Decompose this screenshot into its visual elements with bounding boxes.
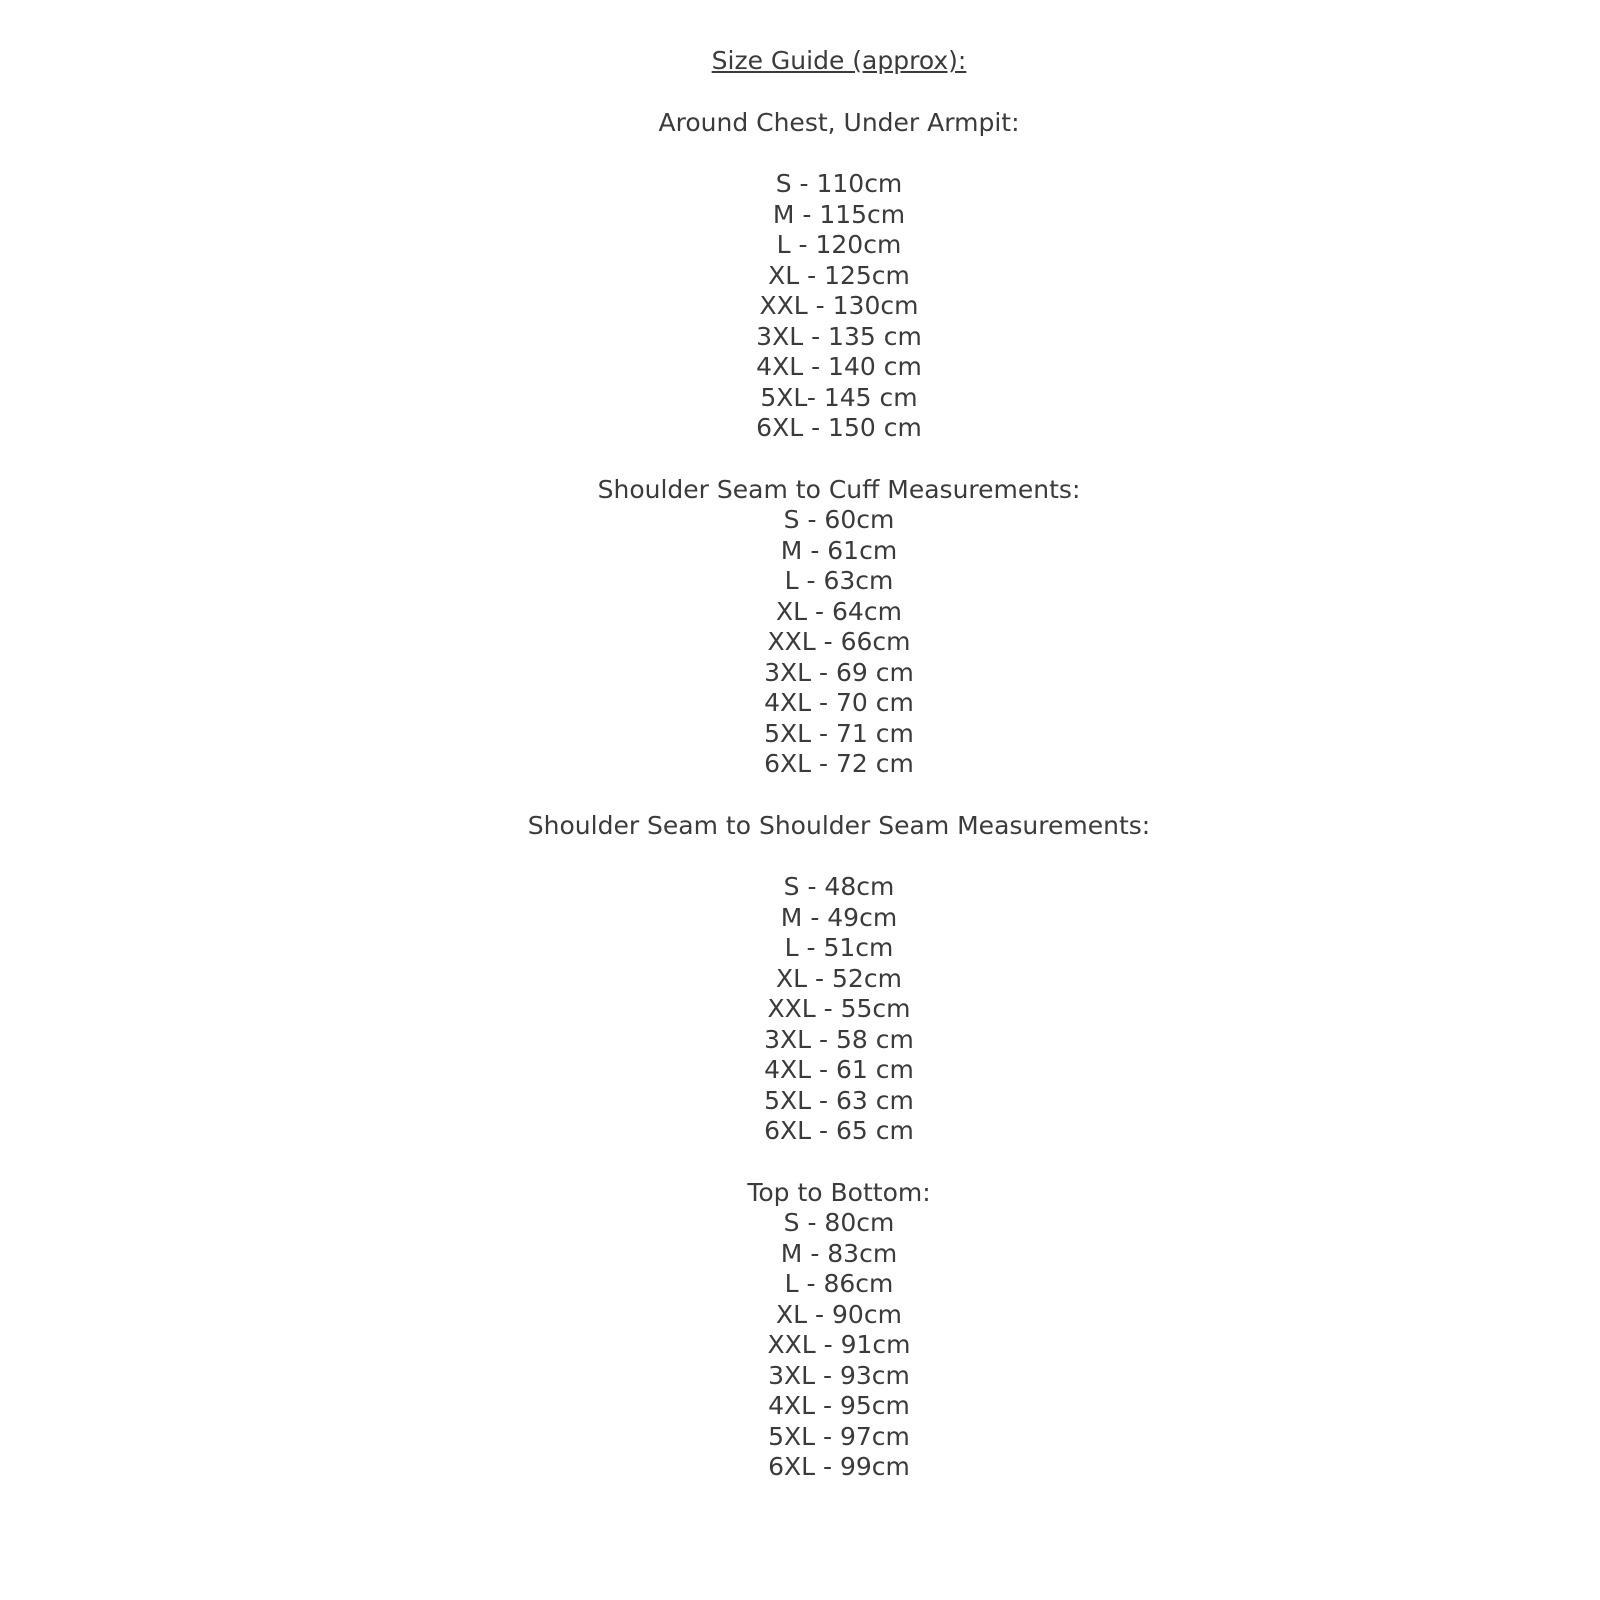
- page-title: Size Guide (approx):: [711, 46, 967, 75]
- section-heading: Top to Bottom:: [747, 1177, 931, 1207]
- size-row: S - 110cm: [775, 169, 903, 198]
- size-row: 5XL - 97cm: [768, 1421, 910, 1451]
- section-heading: Shoulder Seam to Cuff Measurements:: [597, 474, 1081, 504]
- size-list: [78, 1178, 1600, 1483]
- size-row: M - 61cm: [780, 535, 898, 565]
- size-row: S - 80cm: [783, 1208, 895, 1237]
- section-heading: Shoulder Seam to Shoulder Seam Measurements:: [527, 810, 1151, 840]
- size-row: L - 86cm: [784, 1269, 894, 1298]
- size-row: L - 120cm: [776, 230, 902, 259]
- size-row: 3XL - 135 cm: [756, 321, 922, 351]
- size-row: L - 63cm: [784, 566, 894, 595]
- size-row: 3XL - 58 cm: [764, 1024, 914, 1054]
- size-row: 4XL - 140 cm: [756, 352, 922, 381]
- size-row: XXL - 130cm: [759, 291, 919, 320]
- section-heading-line: [78, 108, 1600, 139]
- section-heading: Around Chest, Under Armpit:: [658, 107, 1020, 137]
- size-row: XL - 90cm: [776, 1299, 902, 1329]
- size-row: S - 48cm: [783, 872, 895, 901]
- size-guide-sections: [78, 108, 1600, 1483]
- size-row: M - 115cm: [772, 199, 906, 229]
- size-row: S - 60cm: [783, 505, 895, 534]
- size-row: XXL - 66cm: [767, 627, 911, 656]
- size-row: 5XL - 71 cm: [764, 718, 914, 748]
- size-row: 6XL - 72 cm: [764, 749, 914, 778]
- size-row: 3XL - 93cm: [768, 1360, 910, 1390]
- size-row: XL - 52cm: [776, 963, 902, 993]
- size-list: [78, 475, 1600, 780]
- size-row: L - 51cm: [784, 933, 894, 962]
- size-list: [78, 872, 1600, 1147]
- section-heading-line: [78, 811, 1600, 842]
- size-row: M - 83cm: [780, 1238, 898, 1268]
- size-row: XXL - 55cm: [767, 994, 911, 1023]
- size-row: 5XL- 145 cm: [760, 382, 918, 412]
- size-row: 5XL - 63 cm: [764, 1085, 914, 1115]
- size-row: XL - 64cm: [776, 596, 902, 626]
- size-row: 3XL - 69 cm: [764, 657, 914, 687]
- size-row: 6XL - 65 cm: [764, 1116, 914, 1145]
- size-list: [78, 169, 1600, 444]
- size-row: 4XL - 95cm: [768, 1391, 910, 1420]
- size-row: XL - 125cm: [768, 260, 910, 290]
- size-row: 6XL - 99cm: [768, 1452, 910, 1481]
- size-row: XXL - 91cm: [767, 1330, 911, 1359]
- size-row: M - 49cm: [780, 902, 898, 932]
- size-row: 4XL - 61 cm: [764, 1055, 914, 1084]
- title-line: [78, 46, 1600, 77]
- size-row: 6XL - 150 cm: [756, 413, 922, 442]
- size-row: 4XL - 70 cm: [764, 688, 914, 717]
